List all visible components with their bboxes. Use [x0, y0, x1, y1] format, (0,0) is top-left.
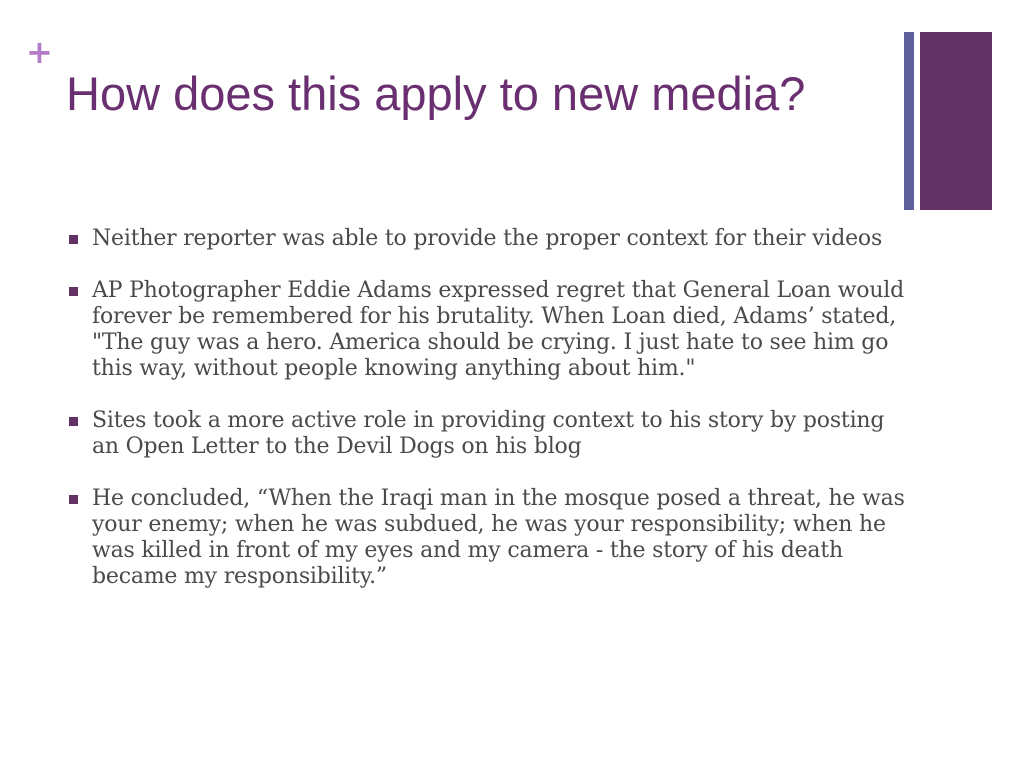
- square-bullet-icon: [69, 417, 78, 426]
- bullet-item: [66, 408, 906, 460]
- accent-bar-thin: [904, 32, 914, 210]
- accent-bar-wide: [920, 32, 992, 210]
- bullet-text: Neither reporter was able to provide the proper context for their videos: [92, 226, 883, 251]
- plus-icon: +: [26, 33, 53, 71]
- slide-title: How does this apply to new media?: [66, 67, 806, 120]
- bullet-item: [66, 226, 906, 252]
- bullet-item: [66, 278, 906, 382]
- bullet-text: Sites took a more active role in providing context to his story by posting an Open Letter to the Devil Dogs on his blog: [92, 408, 885, 459]
- square-bullet-icon: [69, 235, 78, 244]
- bullet-text: AP Photographer Eddie Adams expressed regret that General Loan would forever be remembered for his brutality. When Loan died, Adams’ stated, "The guy was a hero. America should be crying. I just hate to see him go this way, without people knowing anything about him.": [92, 278, 905, 381]
- bullet-list: [66, 226, 906, 616]
- square-bullet-icon: [69, 495, 78, 504]
- bullet-item: [66, 486, 906, 590]
- square-bullet-icon: [69, 287, 78, 296]
- bullet-text: He concluded, “When the Iraqi man in the mosque posed a threat, he was your enemy; when he was subdued, he was your responsibility; when he was killed in front of my eyes and my camera - the story of his death became my responsibility.”: [92, 486, 905, 589]
